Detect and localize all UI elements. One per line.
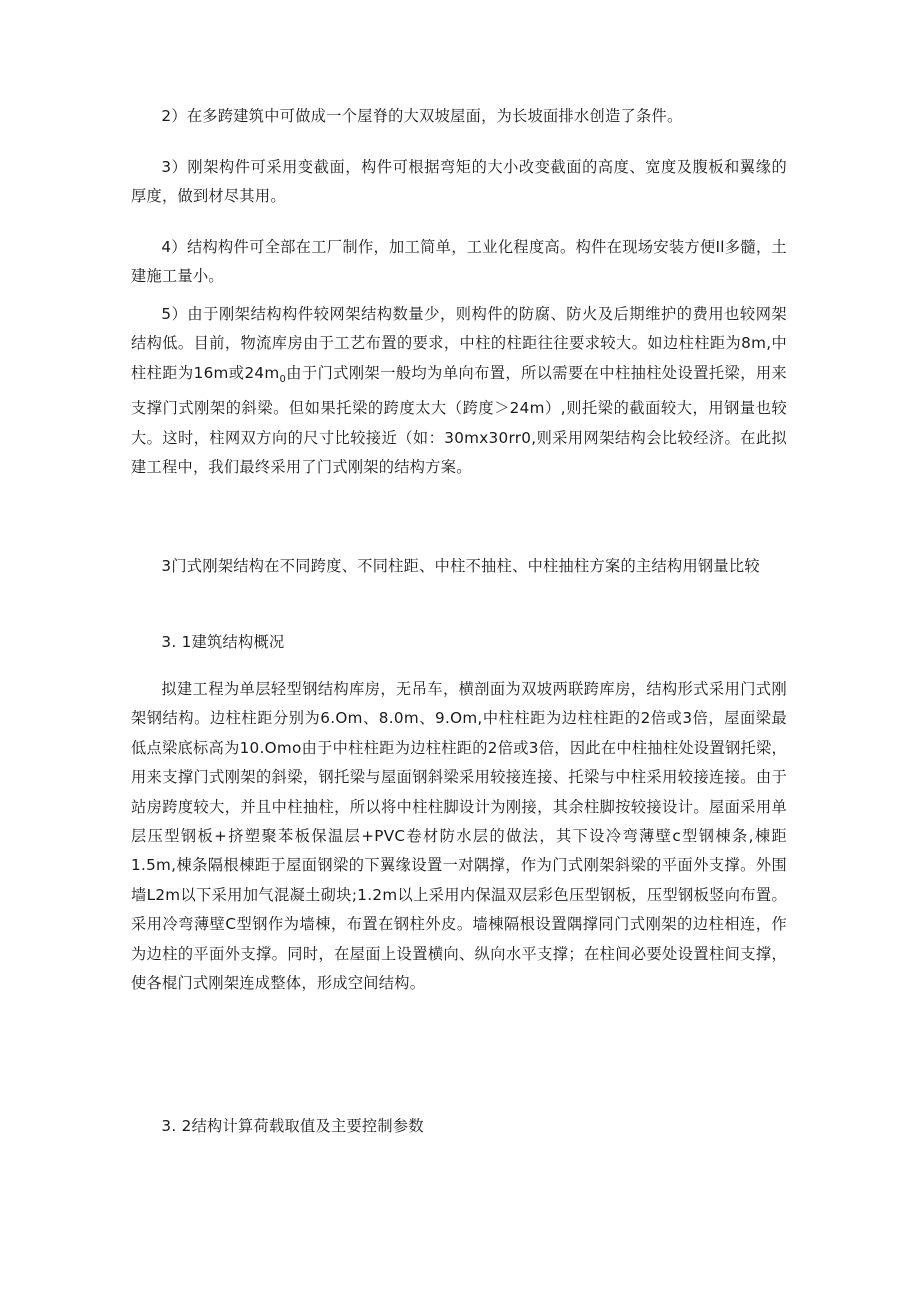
paragraph-variable-section: 3）刚架构件可采用变截面，构件可根据弯矩的大小改变截面的高度、宽度及腹板和翼缘的厚度，做到材尽其用。 <box>131 158 787 206</box>
section-heading-3-1: 3. 1建筑结构概况 <box>161 633 285 651</box>
paragraph-building-overview: 拟建工程为单层轻型钢结构库房，无吊车，横剖面为双坡两联跨库房，结构形式采用门式刚架钢结构。边柱柱距分别为6.Om、8.0m、9.Om,中柱柱距为边柱柱距的2倍或3倍，屋面梁最低点梁底标高为10.Omo由于中柱柱距为边柱柱距的2倍或3倍，因此在中柱抽柱处设置钢托梁，用来支撑门式刚架的斜梁，钢托梁与屋面钢斜梁采用较接连接、托梁与中柱采用较接连接。由于站房跨度较大，并且中柱抽柱，所以将中柱柱脚设计为刚接，其余柱脚按较接设计。屋面采用单层压型钢板+挤塑聚苯板保温层+PVC卷材防水层的做法，其下设冷弯薄壁c型钢棟条,棟距1.5m,棟条隔根棟距于屋面钢梁的下翼缘设置一对隅撑，作为门式刚架斜梁的平面外支撑。外围墙L2m以下采用加气混凝土砌块;1.2m以上采用内保温双层彩色压型钢板，压型钢板竖向布置。采用冷弯薄壁C型钢作为墙棟，布置在钢柱外皮。墙棟隔根设置隅撑同门式刚架的边柱相连，作为边柱的平面外支撑。同时，在屋面上设置横向、纵向水平支撑；在柱间必要处设置柱间支撑，使各棍门式刚架连成整体，形成空间结构。 <box>131 680 787 993</box>
paragraph-column-spacing-continued: 由于门式刚架一般均为单向布置，所以需要在中柱抽柱处设置托梁，用来支撑门式刚架的斜梁。但如果托梁的跨度太大（跨度＞24m）,则托梁的截面较大，用钢量也较大。这时，柱网双方向的尺寸比较接近（如：30mx30rr0,则采用网架结构会比较经济。在此拟建工程中，我们最终采用了门式刚架的结构方案。 <box>131 363 787 477</box>
section-heading-3-2: 3. 2结构计算荷载取值及主要控制参数 <box>161 1117 424 1135</box>
paragraph-roof-advantage: 2）在多跨建筑中可做成一个屋脊的大双坡屋面，为长坡面排水创造了条件。 <box>161 107 683 125</box>
paragraph-factory-fabrication: 4）结构构件可全部在工厂制作，加工简单，工业化程度高。构件在现场安装方便Il多髓，土建施工量小。 <box>131 238 787 286</box>
subscript-zero: 0 <box>279 373 287 385</box>
section-heading-3: 3门式刚架结构在不同跨度、不同柱距、中柱不抽柱、中柱抽柱方案的主结构用钢量比较 <box>161 557 760 575</box>
paragraph-column-spacing-text: 5）由于刚架结构构件较网架结构数量少，则构件的防腐、防火及后期维护的费用也较网架结构低。目前，物流库房由于工艺布置的要求，中柱的柱距往往要求较大。如边柱柱距为8m,中柱柱距为16m或24m <box>131 305 787 382</box>
paragraph-column-spacing <box>131 300 787 482</box>
